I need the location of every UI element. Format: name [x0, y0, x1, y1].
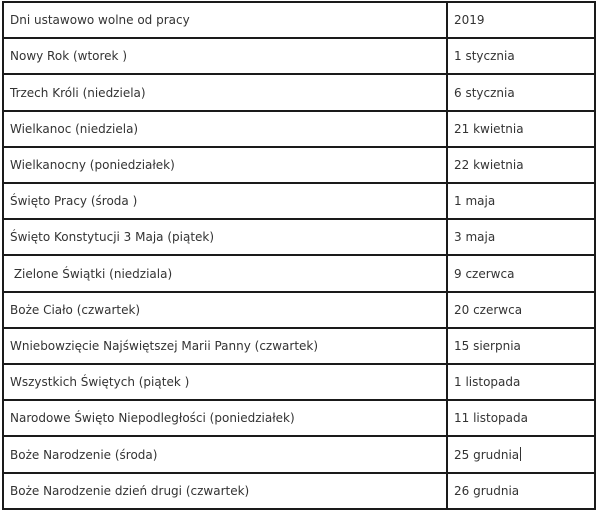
- table-row: [4, 292, 594, 328]
- holiday-date-cell[interactable]: 20 czerwca: [447, 292, 594, 328]
- table-row: [4, 328, 594, 364]
- holiday-name-cell[interactable]: Wielkanoc (niedziela): [4, 111, 447, 147]
- holiday-name-cell[interactable]: Trzech Króli (niedziela): [4, 74, 447, 110]
- holiday-name-cell[interactable]: Zielone Świątki (niedziala): [4, 255, 447, 291]
- holiday-date-text: 25 grudnia: [454, 448, 520, 463]
- holiday-name-cell[interactable]: Święto Pracy (środa ): [4, 183, 447, 219]
- holiday-name-cell[interactable]: Wszystkich Świętych (piątek ): [4, 364, 447, 400]
- holiday-date-cell[interactable]: 15 sierpnia: [447, 328, 594, 364]
- holiday-name-cell[interactable]: Święto Konstytucji 3 Maja (piątek): [4, 219, 447, 255]
- holiday-date-cell[interactable]: 1 maja: [447, 183, 594, 219]
- holiday-date-cell[interactable]: 1 listopada: [447, 364, 594, 400]
- holiday-name-cell[interactable]: Wielkanocny (poniedziałek): [4, 147, 447, 183]
- table-row: [4, 147, 594, 183]
- table-row: [4, 219, 594, 255]
- table-row: [4, 364, 594, 400]
- text-cursor: [520, 447, 521, 461]
- holiday-name-cell[interactable]: Narodowe Święto Niepodległości (poniedziałek): [4, 400, 447, 436]
- table-header-row: [4, 3, 594, 38]
- holidays-table: [4, 3, 594, 508]
- table-row: [4, 473, 594, 508]
- table-row: [4, 38, 594, 74]
- table-row: [4, 436, 594, 472]
- holiday-name-cell[interactable]: Boże Ciało (czwartek): [4, 292, 447, 328]
- holiday-date-cell[interactable]: 26 grudnia: [447, 473, 594, 508]
- holiday-name-cell[interactable]: Wniebowzięcie Najświętszej Marii Panny (czwartek): [4, 328, 447, 364]
- holiday-date-cell[interactable]: 1 stycznia: [447, 38, 594, 74]
- holiday-name-cell[interactable]: Nowy Rok (wtorek ): [4, 38, 447, 74]
- holiday-date-cell[interactable]: 3 maja: [447, 219, 594, 255]
- holiday-date-cell-active[interactable]: [447, 436, 594, 472]
- header-cell-year[interactable]: 2019: [447, 3, 594, 38]
- holiday-name-cell[interactable]: Boże Narodzenie dzień drugi (czwartek): [4, 473, 447, 508]
- holiday-date-cell[interactable]: 6 stycznia: [447, 74, 594, 110]
- holiday-date-cell[interactable]: 9 czerwca: [447, 255, 594, 291]
- holiday-date-cell[interactable]: 11 listopada: [447, 400, 594, 436]
- table-row: [4, 183, 594, 219]
- holidays-table-container: [2, 1, 596, 510]
- table-row: [4, 400, 594, 436]
- holiday-date-cell[interactable]: 21 kwietnia: [447, 111, 594, 147]
- holiday-name-cell[interactable]: Boże Narodzenie (środa): [4, 436, 447, 472]
- table-row: [4, 74, 594, 110]
- table-row: [4, 111, 594, 147]
- header-cell-title[interactable]: Dni ustawowo wolne od pracy: [4, 3, 447, 38]
- holiday-date-cell[interactable]: 22 kwietnia: [447, 147, 594, 183]
- table-row: [4, 255, 594, 291]
